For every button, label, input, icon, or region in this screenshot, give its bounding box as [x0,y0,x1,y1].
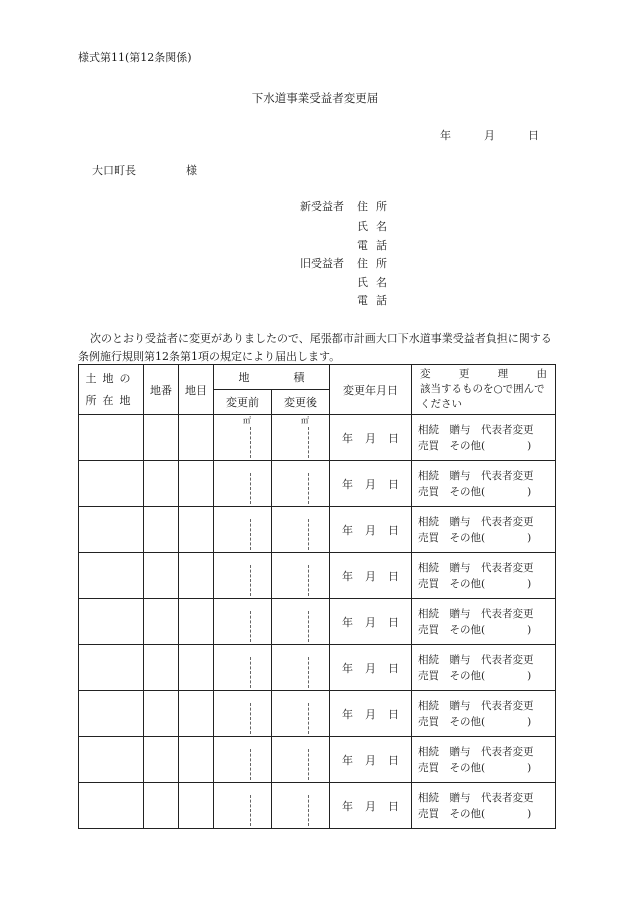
row-date-year: 年 [342,569,353,583]
lot-number-cell[interactable] [144,507,179,553]
new-address-label: 住所 [357,200,395,213]
area-after-cell[interactable] [272,783,330,829]
intro-text: 次のとおり受益者に変更がありましたので、尾張都市計画大口下水道事業受益者負担に関する条例施行規則第12条第1項の規定により届出します。 [78,332,552,363]
header-reason-note: 該当するものを○で囲んでください [420,383,545,410]
addressee [92,162,197,178]
decimal-divider [250,565,251,596]
land-category-cell[interactable] [179,783,214,829]
reason-options-line1: 相続 贈与 代表者変更 [418,561,534,574]
location-cell[interactable] [79,691,144,737]
intro-paragraph [78,330,558,366]
row-date-year: 年 [342,799,353,813]
row-date-year: 年 [342,661,353,675]
reason-options-line1: 相続 贈与 代表者変更 [418,699,534,712]
header-reason-char3: 理 [497,368,509,380]
date-month: 月 [484,129,495,142]
change-date-cell[interactable] [330,553,412,599]
table-row [79,415,556,461]
land-category-cell[interactable] [179,599,214,645]
decimal-divider [308,703,309,734]
table-row [79,737,556,783]
lot-number-cell[interactable] [144,783,179,829]
header-area-before: 変更前 [214,390,272,415]
area-after-cell[interactable] [272,645,330,691]
reason-options-line1: 相続 贈与 代表者変更 [418,515,534,528]
area-before-cell[interactable] [214,507,272,553]
lot-number-cell[interactable] [144,415,179,461]
reason-options-line1: 相続 贈与 代表者変更 [418,423,534,436]
lot-number-cell[interactable] [144,691,179,737]
land-category-cell[interactable] [179,737,214,783]
change-date-cell[interactable] [330,737,412,783]
area-after-cell[interactable] [272,737,330,783]
decimal-divider [308,611,309,642]
area-after-cell[interactable] [272,599,330,645]
row-date-month: 月 [365,477,376,491]
area-before-cell[interactable] [214,691,272,737]
header-area-char2: 積 [293,371,305,384]
area-before-cell[interactable] [214,461,272,507]
header-location-bottom: 所在地 [85,393,137,407]
reason-options-line2: 売買 その他( ) [418,439,532,452]
row-date-year: 年 [342,477,353,491]
area-after-cell[interactable] [272,691,330,737]
document-title: 下水道事業受益者変更届 [251,91,379,105]
area-before-cell[interactable] [214,737,272,783]
row-date-year: 年 [342,615,353,629]
row-date-day: 日 [388,799,399,813]
old-address-label: 住所 [357,257,395,270]
header-area [214,365,330,390]
reason-cell[interactable] [412,691,556,737]
reason-cell[interactable] [412,553,556,599]
reason-options-line1: 相続 贈与 代表者変更 [418,653,534,666]
lot-number-cell[interactable] [144,645,179,691]
row-date-day: 日 [388,569,399,583]
change-date-cell[interactable] [330,783,412,829]
lot-number-cell[interactable] [144,737,179,783]
area-before-cell[interactable] [214,783,272,829]
decimal-divider [308,473,309,504]
row-date-year: 年 [342,523,353,537]
row-date-day: 日 [388,523,399,537]
table-row [79,507,556,553]
old-beneficiary-label: 旧受益者 [300,257,344,270]
change-date-cell[interactable] [330,599,412,645]
row-date-month: 月 [365,661,376,675]
reason-cell[interactable] [412,645,556,691]
old-phone-label: 電話 [357,294,395,307]
new-beneficiary-label: 新受益者 [300,200,344,213]
area-unit: ㎡ [243,416,251,425]
area-after-cell[interactable] [272,461,330,507]
location-cell[interactable] [79,507,144,553]
reason-options-line2: 売買 その他( ) [418,669,532,682]
header-lot-number: 地番 [144,365,179,415]
land-category-cell[interactable] [179,645,214,691]
area-unit: ㎡ [301,416,309,425]
location-cell[interactable] [79,553,144,599]
addressee-name: 大口町長 [92,164,136,177]
location-cell[interactable] [79,645,144,691]
location-cell[interactable] [79,599,144,645]
reason-options-line2: 売買 その他( ) [418,715,532,728]
header-location-top: 土地の [85,371,137,385]
land-category-cell[interactable] [179,461,214,507]
header-area-char1: 地 [238,371,250,384]
land-category-cell[interactable] [179,691,214,737]
row-date-day: 日 [388,431,399,445]
change-table [78,364,556,829]
change-date-cell[interactable] [330,645,412,691]
row-date-month: 月 [365,569,376,583]
reason-cell[interactable] [412,415,556,461]
change-date-cell[interactable] [330,415,412,461]
change-date-cell[interactable] [330,461,412,507]
reason-options-line2: 売買 その他( ) [418,807,532,820]
decimal-divider [308,795,309,826]
header-land-category: 地目 [179,365,214,415]
land-category-cell[interactable] [179,415,214,461]
decimal-divider [308,519,309,550]
table-row [79,461,556,507]
header-location [79,365,144,415]
location-cell[interactable] [79,783,144,829]
decimal-divider [250,749,251,780]
decimal-divider [308,657,309,688]
table-row [79,553,556,599]
row-date-day: 日 [388,707,399,721]
header-area-after: 変更後 [272,390,330,415]
new-name-label: 氏名 [357,220,395,233]
area-after-cell[interactable] [272,553,330,599]
land-category-cell[interactable] [179,507,214,553]
table-row [79,691,556,737]
area-before-cell[interactable] [214,553,272,599]
change-date-cell[interactable] [330,691,412,737]
land-category-cell[interactable] [179,553,214,599]
old-name-label: 氏名 [357,276,395,289]
location-cell[interactable] [79,415,144,461]
header-reason-char2: 更 [458,368,470,380]
decimal-divider [308,749,309,780]
reason-options-line2: 売買 その他( ) [418,485,532,498]
decimal-divider [250,795,251,826]
row-date-month: 月 [365,523,376,537]
location-cell[interactable] [79,737,144,783]
reason-cell[interactable] [412,737,556,783]
reason-cell[interactable] [412,461,556,507]
decimal-divider [250,611,251,642]
decimal-divider [250,703,251,734]
reason-cell[interactable] [412,783,556,829]
change-date-cell[interactable] [330,507,412,553]
date-year: 年 [440,129,451,142]
header-change-date: 変更年月日 [330,365,412,415]
lot-number-cell[interactable] [144,461,179,507]
decimal-divider [250,473,251,504]
decimal-divider [250,519,251,550]
row-date-day: 日 [388,753,399,767]
lot-number-cell[interactable] [144,599,179,645]
row-date-month: 月 [365,431,376,445]
date-line [440,127,539,143]
reason-options-line2: 売買 その他( ) [418,577,532,590]
row-date-day: 日 [388,661,399,675]
area-before-cell[interactable] [214,415,272,461]
location-cell[interactable] [79,461,144,507]
row-date-day: 日 [388,615,399,629]
header-reason-char4: 由 [536,368,547,380]
reason-options-line2: 売買 その他( ) [418,761,532,774]
lot-number-cell[interactable] [144,553,179,599]
reason-options-line1: 相続 贈与 代表者変更 [418,791,534,804]
row-date-month: 月 [365,707,376,721]
table-row [79,783,556,829]
reason-cell[interactable] [412,599,556,645]
reason-options-line1: 相続 贈与 代表者変更 [418,469,534,482]
row-date-month: 月 [365,753,376,767]
row-date-month: 月 [365,615,376,629]
row-date-day: 日 [388,477,399,491]
row-date-year: 年 [342,707,353,721]
row-date-year: 年 [342,753,353,767]
area-after-cell[interactable] [272,507,330,553]
area-after-cell[interactable] [272,415,330,461]
table-row [79,645,556,691]
header-reason [412,365,556,415]
table-row [79,599,556,645]
reason-options-line2: 売買 その他( ) [418,531,532,544]
form-number: 様式第11(第12条関係) [78,51,192,64]
row-date-month: 月 [365,799,376,813]
decimal-divider [250,427,251,458]
reason-options-line1: 相続 贈与 代表者変更 [418,745,534,758]
date-day: 日 [528,129,539,142]
row-date-year: 年 [342,431,353,445]
reason-options-line1: 相続 贈与 代表者変更 [418,607,534,620]
reason-options-line2: 売買 その他( ) [418,623,532,636]
decimal-divider [308,427,309,458]
area-before-cell[interactable] [214,645,272,691]
reason-cell[interactable] [412,507,556,553]
decimal-divider [250,657,251,688]
new-phone-label: 電話 [357,239,395,252]
decimal-divider [308,565,309,596]
area-before-cell[interactable] [214,599,272,645]
header-reason-char1: 変 [420,368,431,380]
addressee-honorific: 様 [186,164,197,177]
